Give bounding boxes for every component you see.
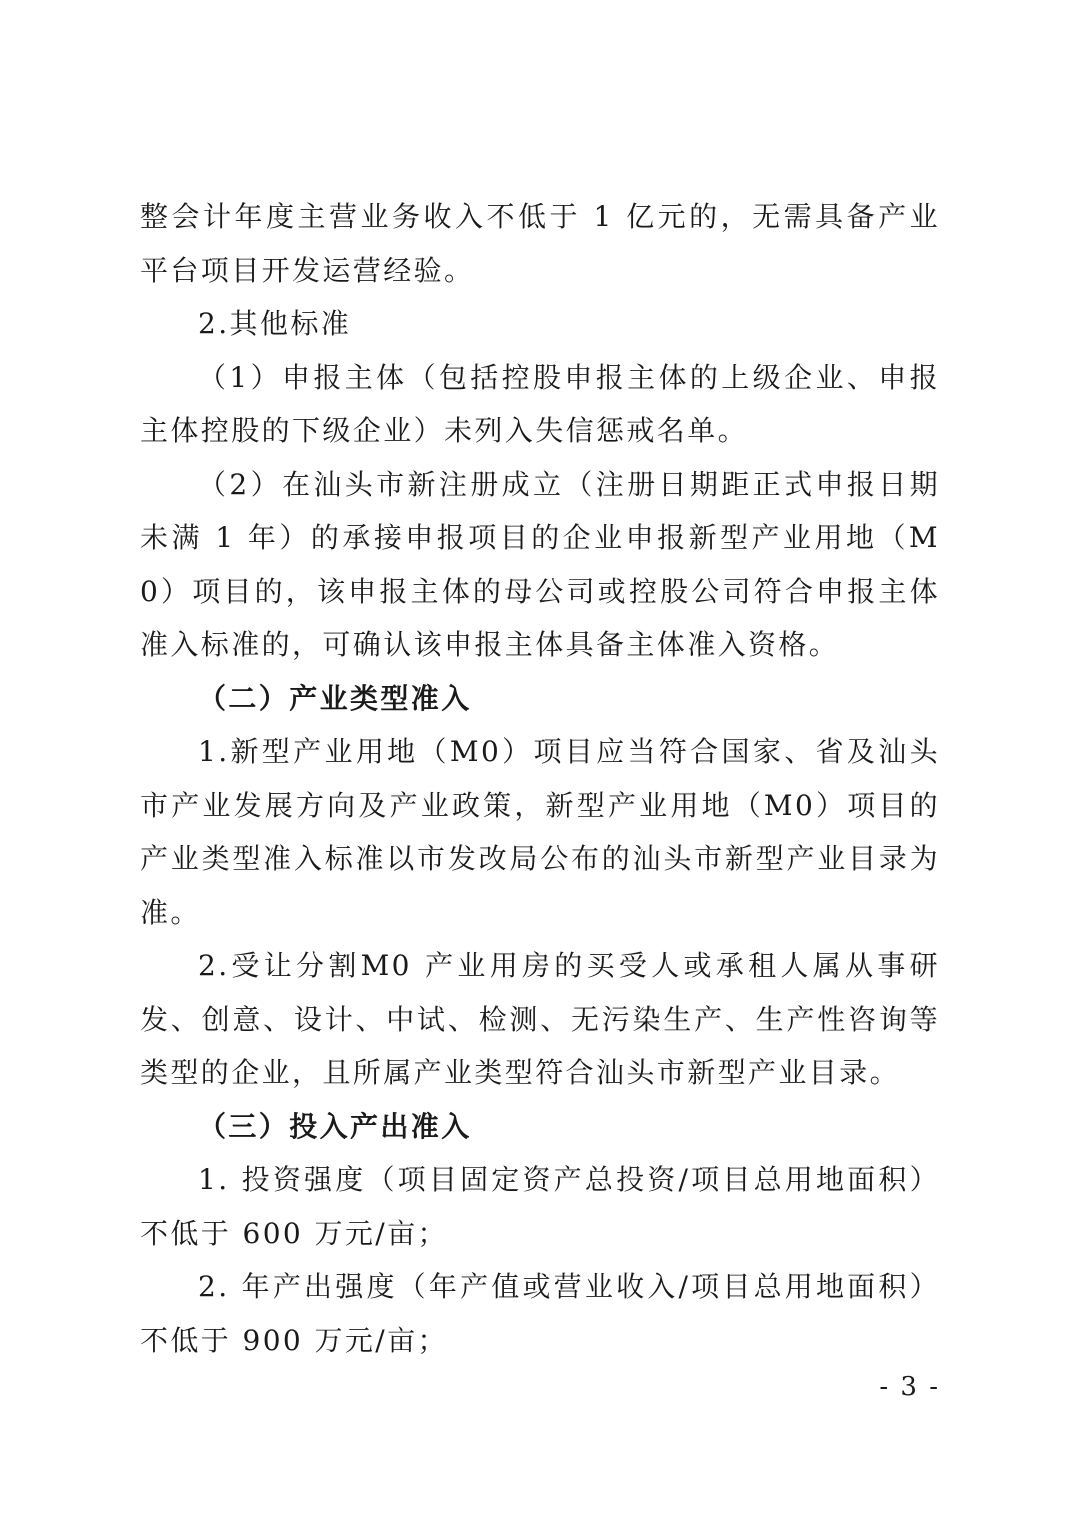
paragraph-m0-industry-policy: 1.新型产业用地（M0）项目应当符合国家、省及汕头市产业发展方向及产业政策，新型产业用地（M0）项目的产业类型准入标准以市发改局公布的汕头市新型产业目录为准。 bbox=[140, 735, 940, 929]
paragraph-output-intensity: 2. 年产出强度（年产值或营业收入/项目总用地面积）不低于 900 万元/亩； bbox=[140, 1270, 940, 1357]
paragraph-revenue-requirement: 整会计年度主营业务收入不低于 1 亿元的，无需具备产业平台项目开发运营经验。 bbox=[140, 200, 940, 287]
paragraph-other-standards: 2.其他标准 bbox=[198, 307, 352, 340]
document-body bbox=[140, 190, 940, 1367]
paragraph-new-registration: （2）在汕头市新注册成立（注册日期距正式申报日期未满 1 年）的承接申报项目的企业申报新型产业用地（M0）项目的，该申报主体的母公司或控股公司符合申报主体准入标准的，可确认该申报主体具备主体准入资格。 bbox=[140, 467, 940, 661]
page-number: - 3 - bbox=[879, 1372, 940, 1402]
paragraph-investment-intensity: 1. 投资强度（项目固定资产总投资/项目总用地面积）不低于 600 万元/亩； bbox=[140, 1163, 940, 1250]
paragraph-m0-buyer-tenant: 2.受让分割M0 产业用房的买受人或承租人属从事研发、创意、设计、中试、检测、无污染生产、生产性咨询等类型的企业，且所属产业类型符合汕头市新型产业目录。 bbox=[140, 949, 940, 1089]
heading-industry-type-access: （二）产业类型准入 bbox=[198, 681, 472, 715]
paragraph-no-blacklist: （1）申报主体（包括控股申报主体的上级企业、申报主体控股的下级企业）未列入失信惩戒名单。 bbox=[140, 360, 940, 447]
heading-input-output-access: （三）投入产出准入 bbox=[198, 1109, 472, 1143]
